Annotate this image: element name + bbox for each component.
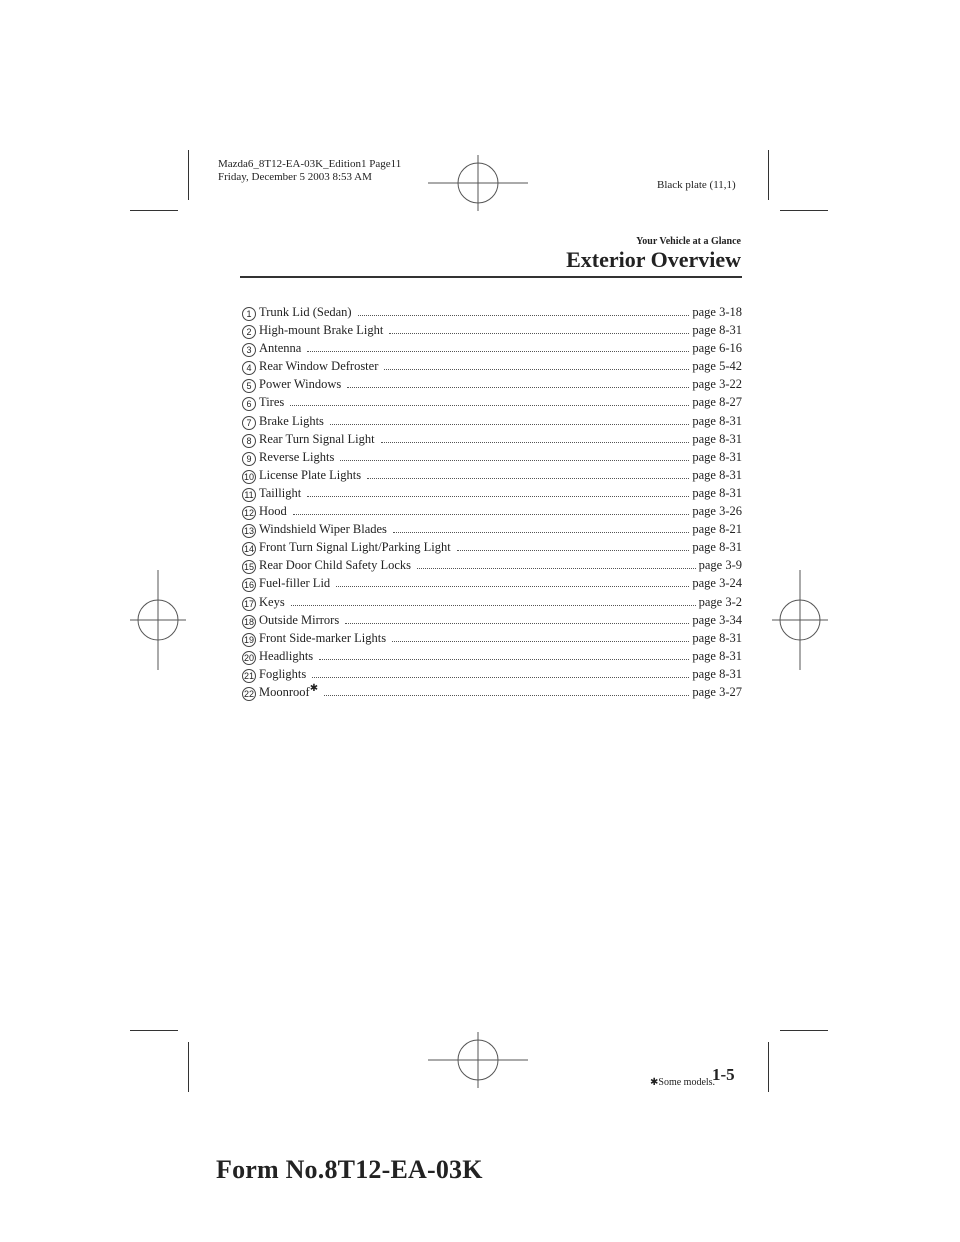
crop-mark <box>130 1030 178 1031</box>
item-label-text: Outside Mirrors <box>259 612 340 627</box>
dot-leader <box>330 424 689 425</box>
list-item <box>242 377 742 395</box>
item-number-badge: 10 <box>243 471 254 482</box>
item-label <box>259 468 367 483</box>
item-number-badge: 20 <box>243 652 254 663</box>
item-label-text: Rear Door Child Safety Locks <box>259 558 412 573</box>
item-label-text: Hood <box>259 504 287 519</box>
item-page-ref: page 8-31 <box>692 449 742 464</box>
item-number-badge: 2 <box>242 325 256 339</box>
item-label <box>259 667 312 682</box>
dot-leader <box>384 369 689 370</box>
plate-label: Black plate (11,1) <box>657 179 736 191</box>
registration-mark-left <box>130 570 186 670</box>
item-label-text: Rear Turn Signal Light <box>259 431 375 446</box>
list-item <box>242 613 742 631</box>
item-number-badge: 12 <box>243 508 254 519</box>
item-label <box>259 305 358 320</box>
list-item <box>242 540 742 558</box>
list-item <box>242 522 742 540</box>
item-page-ref: page 3-2 <box>698 594 742 609</box>
item-number-badge: 4 <box>242 361 256 375</box>
list-item <box>242 450 742 468</box>
item-number-badge: 18 <box>243 616 254 627</box>
list-item <box>242 682 742 703</box>
item-label-text: Front Turn Signal Light/Parking Light <box>259 540 451 555</box>
item-label-text: Foglights <box>259 666 307 681</box>
item-number-badge: 17 <box>243 598 254 609</box>
crop-mark <box>768 1042 769 1092</box>
dot-leader <box>358 315 690 316</box>
item-page-ref: page 5-42 <box>692 359 742 374</box>
item-label <box>259 395 290 410</box>
item-label-text: Antenna <box>259 341 302 356</box>
item-label <box>259 558 417 573</box>
dot-leader <box>293 514 690 515</box>
item-number-badge: 3 <box>242 343 256 357</box>
item-page-ref: page 3-34 <box>692 612 742 627</box>
dot-leader <box>367 478 689 479</box>
item-label-text: Brake Lights <box>259 413 324 428</box>
item-number-badge: 16 <box>243 580 254 591</box>
item-number-badge: 9 <box>242 452 256 466</box>
registration-mark-right <box>772 570 828 670</box>
item-page-ref: page 8-31 <box>692 630 742 645</box>
list-item <box>242 649 742 667</box>
item-label-text: Headlights <box>259 648 314 663</box>
item-page-ref: page 3-9 <box>698 558 742 573</box>
item-label <box>259 377 347 392</box>
list-item <box>242 323 742 341</box>
dot-leader <box>392 641 689 642</box>
form-number: Form No.8T12-EA-03K <box>216 1155 483 1184</box>
item-number-badge: 8 <box>242 434 256 448</box>
item-label <box>259 576 336 591</box>
page-title: Exterior Overview <box>566 247 741 272</box>
item-label-text: Fuel-filler Lid <box>259 576 331 591</box>
item-page-ref: page 8-21 <box>692 522 742 537</box>
footnote-text: Some models. <box>658 1077 716 1088</box>
list-item <box>242 576 742 594</box>
dot-leader <box>290 405 689 406</box>
item-page-ref: page 3-18 <box>692 305 742 319</box>
dot-leader <box>307 351 689 352</box>
dot-leader <box>393 532 689 533</box>
item-label <box>259 522 393 537</box>
crop-mark <box>780 210 828 211</box>
item-label-text: High-mount Brake Light <box>259 323 384 338</box>
item-page-ref: page 3-26 <box>692 504 742 519</box>
item-page-ref: page 8-31 <box>692 540 742 555</box>
item-label <box>259 359 384 374</box>
dot-leader <box>324 695 689 696</box>
item-label <box>259 414 330 429</box>
item-page-ref: page 3-24 <box>692 576 742 591</box>
print-job-info <box>218 158 401 184</box>
item-page-ref: page 8-31 <box>692 485 742 500</box>
dot-leader <box>381 442 690 443</box>
item-label <box>259 504 293 519</box>
item-label <box>259 613 345 628</box>
item-label-text: Tires <box>259 395 285 410</box>
item-label <box>259 323 389 338</box>
crop-mark <box>188 150 189 200</box>
list-item <box>242 359 742 377</box>
item-page-ref: page 3-27 <box>692 684 742 699</box>
parts-index-list <box>242 305 742 703</box>
item-number-badge: 6 <box>242 397 256 411</box>
list-item <box>242 631 742 649</box>
item-label-text: Windshield Wiper Blades <box>259 522 387 537</box>
crop-mark <box>130 210 178 211</box>
item-number-badge: 13 <box>243 526 254 537</box>
item-label <box>259 540 457 555</box>
item-number-badge: 19 <box>243 634 254 645</box>
item-number-badge: 5 <box>242 379 256 393</box>
item-page-ref: page 8-27 <box>692 395 742 410</box>
item-label-text: Taillight <box>259 485 302 500</box>
dot-leader <box>291 605 696 606</box>
item-label-text: Keys <box>259 594 285 609</box>
item-label <box>259 682 324 700</box>
list-item <box>242 432 742 450</box>
item-label <box>259 649 319 664</box>
list-item <box>242 504 742 522</box>
item-number-badge: 1 <box>242 307 256 321</box>
item-label-text: Power Windows <box>259 377 342 392</box>
item-label-text: Front Side-marker Lights <box>259 630 387 645</box>
dot-leader <box>457 550 690 551</box>
item-label-text: Rear Window Defroster <box>259 359 379 374</box>
dot-leader <box>345 623 689 624</box>
item-label <box>259 432 381 447</box>
dot-leader <box>319 659 689 660</box>
item-label-text: Moonroof <box>259 684 310 699</box>
list-item <box>242 305 742 323</box>
page-number: 1-5 <box>712 1065 735 1084</box>
item-page-ref: page 8-31 <box>692 413 742 428</box>
item-number-badge: 22 <box>243 688 254 699</box>
list-item <box>242 486 742 504</box>
item-number-badge: 15 <box>243 562 254 573</box>
item-label-text: License Plate Lights <box>259 467 362 482</box>
footnote <box>650 1077 715 1088</box>
dot-leader <box>340 460 689 461</box>
dot-leader <box>417 568 696 569</box>
print-job-date: Friday, December 5 2003 8:53 AM <box>218 171 372 183</box>
list-item <box>242 558 742 576</box>
item-page-ref: page 8-31 <box>692 666 742 681</box>
dot-leader <box>307 496 689 497</box>
title-rule <box>240 276 742 278</box>
item-label <box>259 631 392 646</box>
item-label <box>259 595 291 610</box>
registration-mark-top <box>428 155 528 211</box>
item-label <box>259 450 340 465</box>
dot-leader <box>312 677 689 678</box>
dot-leader <box>389 333 689 334</box>
section-label: Your Vehicle at a Glance <box>636 236 741 247</box>
item-page-ref: page 6-16 <box>692 341 742 356</box>
dot-leader <box>336 586 689 587</box>
dot-leader <box>347 387 689 388</box>
asterisk-icon: ✱ <box>309 682 319 694</box>
crop-mark <box>768 150 769 200</box>
list-item <box>242 414 742 432</box>
item-number-badge: 11 <box>242 488 256 502</box>
item-page-ref: page 8-31 <box>692 323 742 338</box>
list-item <box>242 341 742 359</box>
item-label <box>259 486 307 501</box>
crop-mark <box>780 1030 828 1031</box>
list-item <box>242 395 742 413</box>
item-page-ref: page 8-31 <box>692 431 742 446</box>
crop-mark <box>188 1042 189 1092</box>
list-item <box>242 468 742 486</box>
item-number-badge: 7 <box>242 416 256 430</box>
item-label <box>259 341 307 356</box>
item-page-ref: page 3-22 <box>692 377 742 392</box>
print-job-line: Mazda6_8T12-EA-03K_Edition1 Page11 <box>218 158 402 170</box>
item-page-ref: page 8-31 <box>692 648 742 663</box>
list-item <box>242 595 742 613</box>
item-label-text: Trunk Lid (Sedan) <box>259 305 352 319</box>
item-number-badge: 14 <box>243 544 254 555</box>
item-page-ref: page 8-31 <box>692 467 742 482</box>
item-label-text: Reverse Lights <box>259 449 335 464</box>
registration-mark-bottom <box>428 1032 528 1088</box>
item-number-badge: 21 <box>243 670 254 681</box>
asterisk-icon: ✱ <box>650 1077 659 1088</box>
